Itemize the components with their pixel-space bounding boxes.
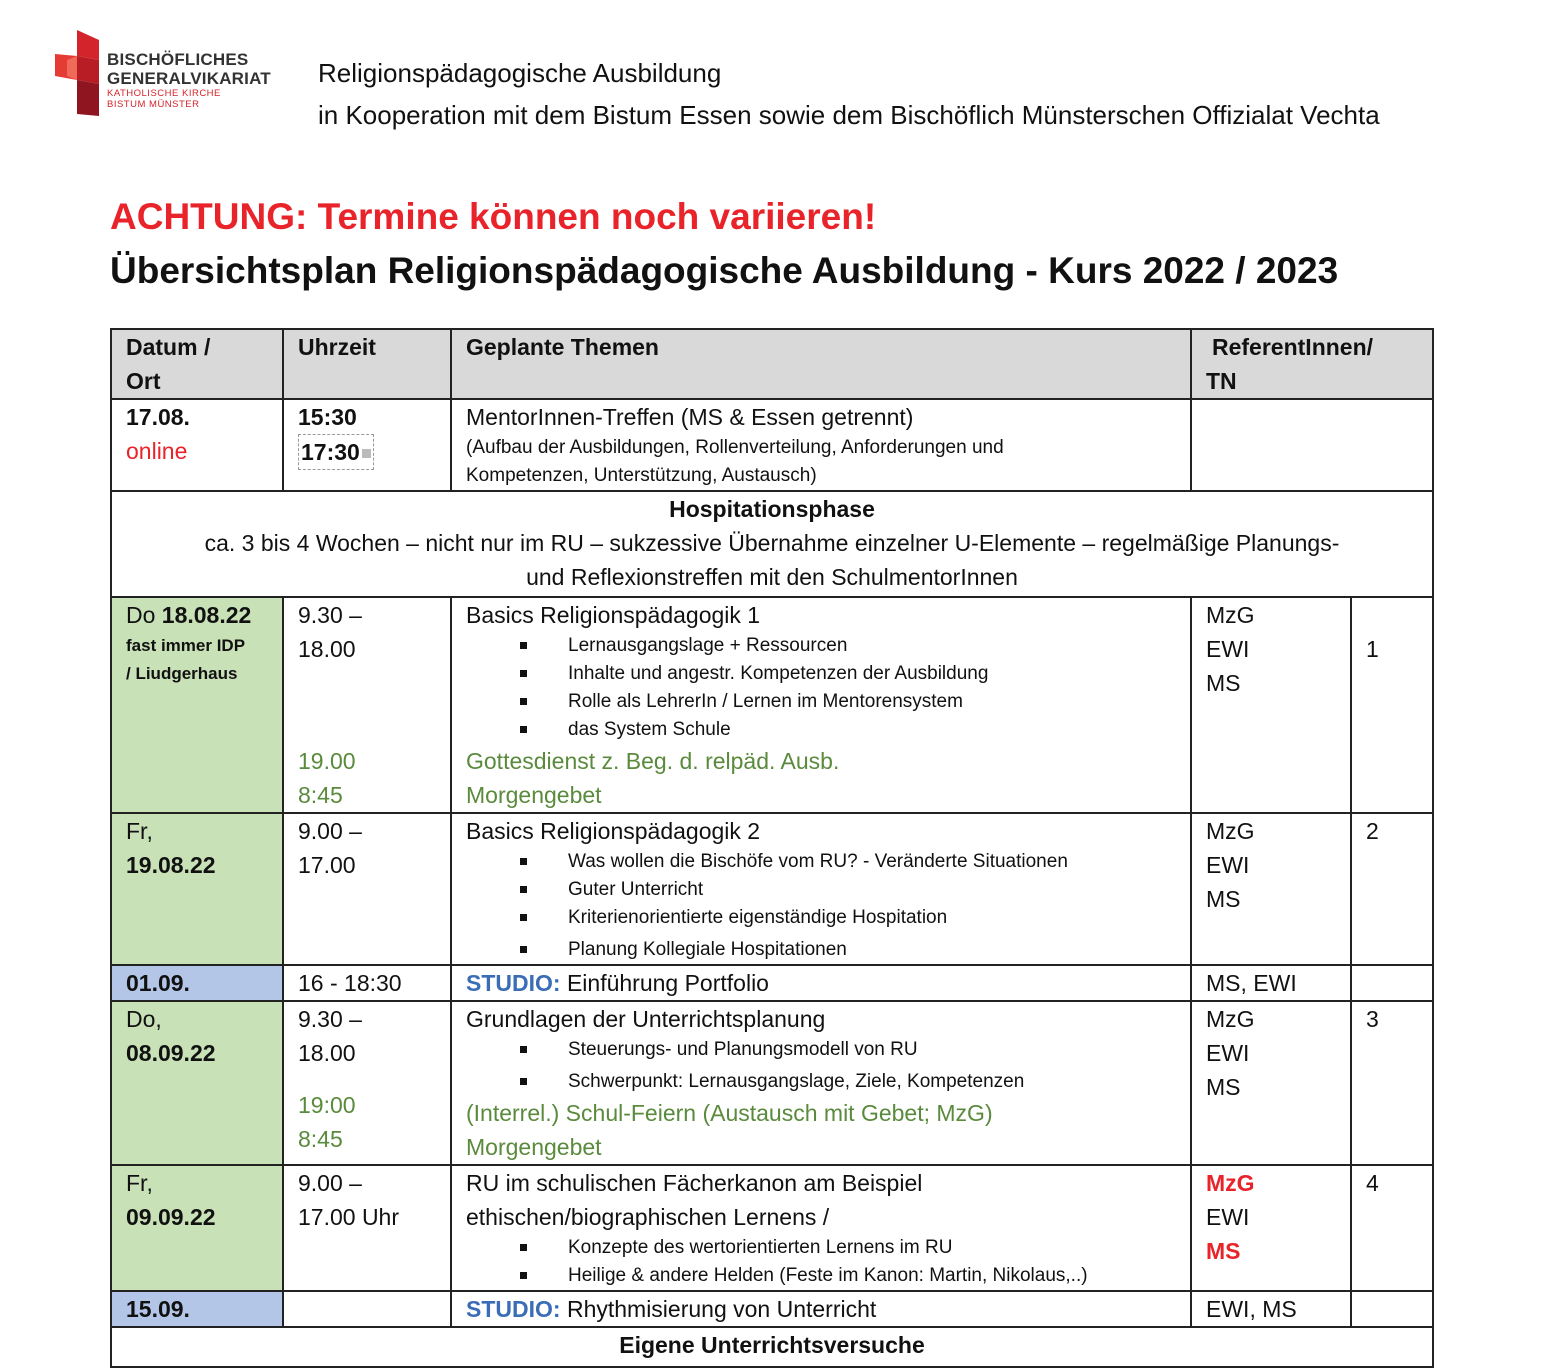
row1-topic-cell (451, 399, 1191, 491)
logo (55, 30, 285, 120)
dropdown-icon (362, 449, 371, 458)
list-item: Konzepte des wertorientierten Lernens im RU (520, 1234, 1176, 1262)
row2-topic: Basics Religionspädagogik 1 (466, 602, 761, 628)
row5-topic-cell (451, 1001, 1191, 1165)
row1-time-end-field[interactable]: 17:30 (298, 434, 374, 470)
table-row (111, 1001, 1433, 1165)
schedule-table (110, 328, 1434, 1368)
list-item: Steuerungs- und Planungsmodell von RU (520, 1036, 1176, 1064)
header-referenten: ReferentInnen/ TN (1191, 329, 1433, 399)
row6-tn-cell: 4 (1351, 1165, 1433, 1291)
row2-place-2: / Liudgerhaus (126, 664, 238, 683)
logo-text (107, 50, 271, 110)
row3-tn-cell: 2 (1351, 813, 1433, 965)
row7-time (283, 1291, 451, 1327)
row5-extra-2: Morgengebet (466, 1134, 602, 1160)
list-item: Schwerpunkt: Lernausgangslage, Ziele, Kompetenzen (520, 1068, 1176, 1096)
list-item: Rolle als LehrerIn / Lernen im Mentorensystem (520, 688, 1176, 716)
table-row (111, 1291, 1433, 1327)
row2-date: 18.08.22 (161, 602, 252, 628)
row5-bullets (466, 1036, 1176, 1096)
row2-tn-cell: 1 (1351, 597, 1433, 813)
row3-date-cell: Fr, 19.08.22 (111, 813, 283, 965)
row3-ref-cell: MzG EWI MS (1191, 813, 1351, 965)
row6-ref-cell: MzG EWI MS (1191, 1165, 1351, 1291)
document-header (318, 52, 1380, 136)
row2-time-cell: 9.30 – 18.00 19.00 8:45 (283, 597, 451, 813)
logo-line-1: BISCHÖFLICHES (107, 50, 249, 69)
row4-ref: MS, EWI (1191, 965, 1351, 1001)
row4-topic-cell: STUDIO: Einführung Portfolio (451, 965, 1191, 1001)
row1-place: online (126, 438, 188, 464)
logo-line-3: KATHOLISCHE KIRCHE (107, 88, 221, 99)
row3-topic-cell (451, 813, 1191, 965)
row5-extra-1: (Interrel.) Schul-Feiern (Austausch mit Gebet; MzG) (466, 1100, 993, 1126)
table-row (111, 965, 1433, 1001)
page-title: Übersichtsplan Religionspädagogische Ausbildung - Kurs 2022 / 2023 (110, 250, 1339, 291)
row4-tn (1351, 965, 1433, 1001)
row6-topic-2: ethischen/biographischen Lernens / (466, 1204, 830, 1230)
row1-detail-2: Kompetenzen, Unterstützung, Austausch) (466, 465, 817, 486)
header-themen: Geplante Themen (451, 329, 1191, 399)
row2-extra-2: Morgengebet (466, 782, 602, 808)
warning-heading: ACHTUNG: Termine können noch variieren! (110, 196, 877, 237)
row5-date: 08.09.22 (126, 1040, 216, 1066)
row6-topic-cell (451, 1165, 1191, 1291)
row3-date: 19.08.22 (126, 852, 216, 878)
list-item: Guter Unterricht (520, 876, 1176, 904)
row5-tn-cell: 3 (1351, 1001, 1433, 1165)
phase1-title: Hospitationsphase (669, 496, 875, 522)
table-header-row (111, 329, 1433, 399)
list-item: Was wollen die Bischöfe vom RU? - Veränderte Situationen (520, 848, 1176, 876)
row6-date: 09.09.22 (126, 1204, 216, 1230)
row1-date-cell (111, 399, 283, 491)
table-row (111, 1165, 1433, 1291)
header-uhrzeit: Uhrzeit (283, 329, 451, 399)
phase2-title: Eigene Unterrichtsversuche (619, 1332, 925, 1358)
list-item: Heilige & andere Helden (Feste im Kanon: Martin, Nikolaus,..) (520, 1262, 1176, 1290)
row1-time-cell (283, 399, 451, 491)
row7-ref: EWI, MS (1191, 1291, 1351, 1327)
phase1-line-1: ca. 3 bis 4 Wochen – nicht nur im RU – sukzessive Übernahme einzelner U-Elemente – regelmäßige Planungs- (204, 530, 1340, 556)
row2-extra-1: Gottesdienst z. Beg. d. relpäd. Ausb. (466, 748, 840, 774)
row6-time-cell: 9.00 – 17.00 Uhr (283, 1165, 451, 1291)
diocese-cross-icon (55, 30, 99, 116)
row7-date: 15.09. (111, 1291, 283, 1327)
phase-row-hospitation (111, 491, 1433, 597)
table-row (111, 813, 1433, 965)
row4-date: 01.09. (111, 965, 283, 1001)
list-item: Planung Kollegiale Hospitationen (520, 936, 1176, 964)
row5-date-cell: Do, 08.09.22 (111, 1001, 283, 1165)
list-item: das System Schule (520, 716, 1176, 744)
row1-ref-cell (1191, 399, 1433, 491)
table-row (111, 399, 1433, 491)
phase-row-unterrichtsversuche (111, 1327, 1433, 1367)
table-row (111, 597, 1433, 813)
row1-topic: MentorInnen-Treffen (MS & Essen getrennt) (466, 404, 914, 430)
row2-date-cell: Do 18.08.22 fast immer IDP / Liudgerhaus (111, 597, 283, 813)
list-item: Inhalte und angestr. Kompetenzen der Ausbildung (520, 660, 1176, 688)
list-item: Kriterienorientierte eigenständige Hospitation (520, 904, 1176, 932)
row3-time-cell: 9.00 – 17.00 (283, 813, 451, 965)
row5-topic: Grundlagen der Unterrichtsplanung (466, 1006, 826, 1032)
row6-topic-1: RU im schulischen Fächerkanon am Beispiel (466, 1170, 923, 1196)
row3-topic: Basics Religionspädagogik 2 (466, 818, 761, 844)
row3-bullets (466, 848, 1176, 964)
row6-date-cell: Fr, 09.09.22 (111, 1165, 283, 1291)
row1-detail-1: (Aufbau der Ausbildungen, Rollenverteilung, Anforderungen und (466, 437, 1004, 458)
logo-line-2: GENERALVIKARIAT (107, 69, 271, 88)
header-datum: Datum / Ort (111, 329, 283, 399)
row1-date: 17.08. (126, 404, 190, 430)
row2-place-1: fast immer IDP (126, 636, 246, 655)
row6-bullets (466, 1234, 1176, 1290)
row1-time-start: 15:30 (298, 404, 357, 430)
row2-bullets (466, 632, 1176, 744)
row2-time-4: 8:45 (298, 782, 343, 808)
list-item: Lernausgangslage + Ressourcen (520, 632, 1176, 660)
row5-time-cell: 9.30 – 18.00 19:00 8:45 (283, 1001, 451, 1165)
row7-topic-cell: STUDIO: Rhythmisierung von Unterricht (451, 1291, 1191, 1327)
row7-tn (1351, 1291, 1433, 1327)
row2-time-3: 19.00 (298, 748, 356, 774)
row5-ref-cell: MzG EWI MS (1191, 1001, 1351, 1165)
phase1-line-2: und Reflexionstreffen mit den SchulmentorInnen (526, 564, 1018, 590)
row2-topic-cell (451, 597, 1191, 813)
header-line-2: in Kooperation mit dem Bistum Essen sowie dem Bischöflich Münsterschen Offizialat Vechta (318, 100, 1380, 130)
header-line-1: Religionspädagogische Ausbildung (318, 58, 722, 88)
logo-line-4: BISTUM MÜNSTER (107, 99, 200, 110)
row4-time: 16 - 18:30 (283, 965, 451, 1001)
row2-ref-cell: MzG EWI MS (1191, 597, 1351, 813)
